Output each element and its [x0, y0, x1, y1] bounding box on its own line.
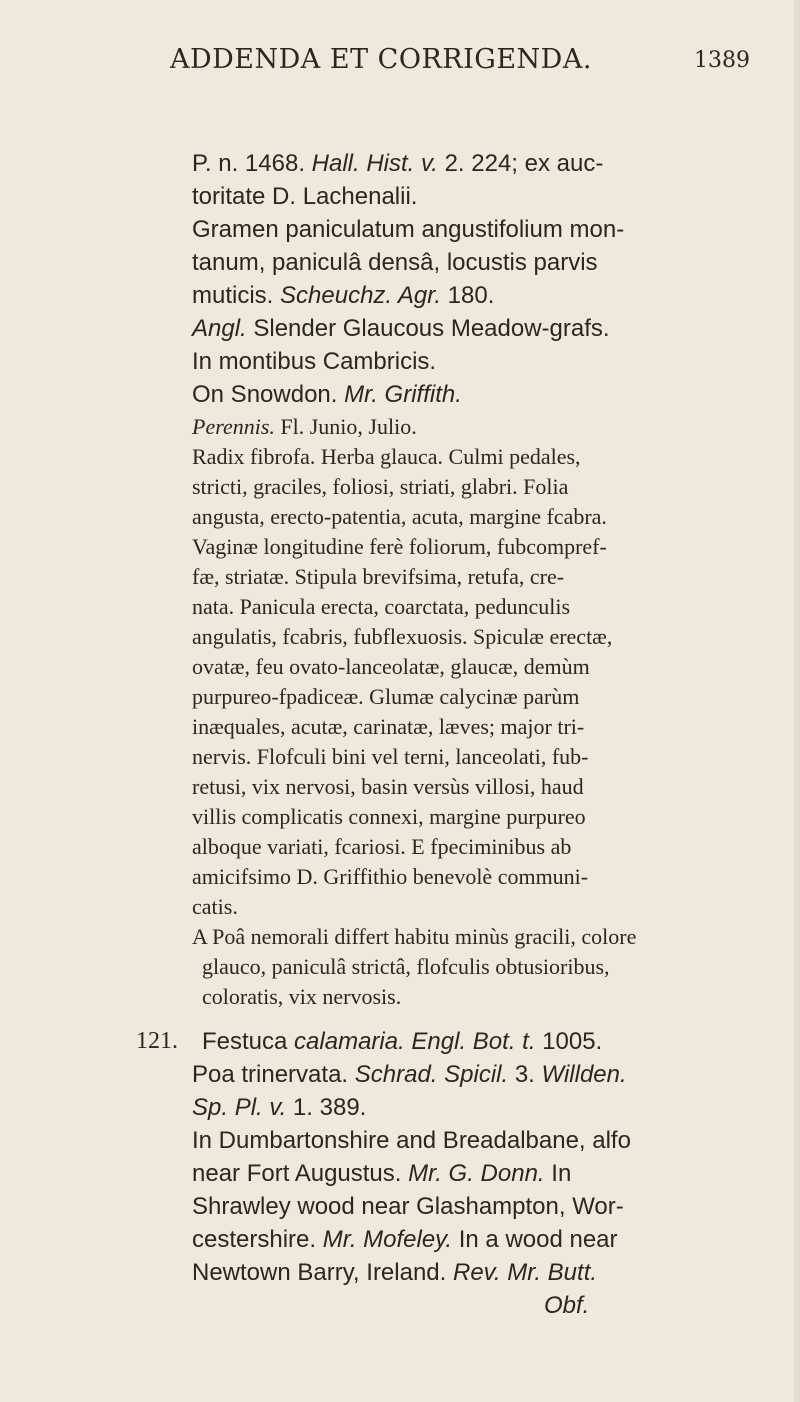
text-line — [192, 381, 462, 409]
text-line — [192, 504, 607, 530]
text-segment: Shrawley wood near Glashampton, Wor- — [192, 1193, 624, 1220]
text-segment: 3. — [508, 1061, 542, 1088]
text-segment: inæquales, acutæ, carinatæ, læves; major tri- — [192, 714, 585, 739]
text-line — [192, 834, 571, 860]
text-segment: Schrad. Spicil. — [354, 1061, 509, 1088]
text-segment: In — [544, 1160, 572, 1187]
text-line — [192, 654, 590, 680]
text-segment: purpureo-fpadiceæ. Glumæ calycinæ parùm — [192, 684, 580, 709]
text-segment: Willden. — [541, 1061, 627, 1088]
text-segment: Obf. — [544, 1292, 590, 1319]
text-line — [192, 183, 417, 211]
text-line — [192, 624, 612, 650]
text-segment: 1. 389. — [286, 1094, 367, 1121]
text-segment: retusi, vix nervosi, basin versùs villosi, haud — [192, 774, 584, 799]
text-segment: 1005. — [535, 1028, 603, 1055]
text-line — [202, 1028, 602, 1056]
text-line — [192, 1094, 366, 1122]
text-segment: angulatis, fcabris, fubflexuosis. Spiculæ erectæ, — [192, 624, 613, 649]
text-segment: Perennis. — [192, 414, 275, 439]
text-segment: Vaginæ longitudine ferè foliorum, fubcompref- — [192, 534, 607, 559]
text-segment: Slender Glaucous Meadow-grafs. — [246, 315, 610, 342]
text-segment: Mr. Griffith. — [344, 381, 462, 408]
page-number: 1389 — [694, 48, 750, 73]
text-segment: Radix fibrofa. Herba glauca. Culmi pedales, — [192, 444, 581, 469]
text-segment: calamaria. Engl. Bot. t. — [294, 1028, 536, 1055]
text-line — [192, 864, 588, 890]
text-segment: angusta, erecto-patentia, acuta, margine fcabra. — [192, 504, 607, 529]
text-line — [192, 315, 610, 343]
text-line — [192, 534, 607, 560]
text-segment: In Dumbartonshire and Breadalbane, alfo — [192, 1127, 631, 1154]
text-line — [192, 348, 436, 376]
text-line — [192, 249, 598, 277]
text-segment: Sp. Pl. v. — [192, 1094, 287, 1121]
text-line — [192, 1226, 618, 1254]
text-line — [192, 1193, 624, 1221]
text-segment: tanum, paniculâ densâ, locustis parvis — [192, 249, 598, 276]
text-segment: alboque variati, fcariosi. E fpeciminibus ab — [192, 834, 572, 859]
page-header — [170, 44, 750, 75]
text-line — [202, 984, 401, 1010]
text-line — [192, 414, 417, 440]
text-line — [192, 924, 636, 950]
page-edge — [794, 0, 800, 1402]
text-segment: muticis. — [192, 282, 281, 309]
text-segment: Hall. Hist. v. — [311, 150, 438, 177]
text-line — [192, 744, 589, 770]
text-segment: Gramen paniculatum angustifolium mon- — [192, 216, 625, 243]
text-line — [192, 474, 568, 500]
text-segment: Festuca — [202, 1028, 295, 1055]
text-segment: Newtown Barry, Ireland. — [192, 1259, 453, 1286]
text-segment: Mr. Mofeley. — [322, 1226, 453, 1253]
text-segment: nervis. Flofculi bini vel terni, lanceolati, fub- — [192, 744, 589, 769]
text-line — [192, 804, 586, 830]
text-segment: On Snowdon. — [192, 381, 345, 408]
text-line — [192, 564, 564, 590]
text-line — [192, 684, 579, 710]
text-segment: stricti, graciles, foliosi, striati, glabri. Folia — [192, 474, 569, 499]
text-segment: P. n. 1468. — [192, 150, 312, 177]
text-line — [192, 1061, 627, 1089]
text-line — [192, 774, 584, 800]
text-segment: A Poâ nemorali differt habitu minùs gracili, colore — [192, 924, 637, 949]
text-segment: toritate D. Lachenalii. — [192, 183, 418, 210]
text-line — [202, 954, 610, 980]
text-line — [192, 714, 584, 740]
text-segment: amicifsimo D. Griffithio benevolè communi- — [192, 864, 589, 889]
text-segment: ovatæ, feu ovato-lanceolatæ, glaucæ, demùm — [192, 654, 590, 679]
text-line — [192, 894, 238, 920]
text-line — [192, 1259, 597, 1287]
text-line — [192, 1127, 631, 1155]
text-segment: 2. 224; ex auc- — [437, 150, 604, 177]
text-segment: In montibus Cambricis. — [192, 348, 437, 375]
text-segment: Angl. — [192, 315, 247, 342]
text-segment: 180. — [440, 282, 495, 309]
text-segment: nata. Panicula erecta, coarctata, pedunculis — [192, 594, 571, 619]
text-segment: villis complicatis connexi, margine purpureo — [192, 804, 586, 829]
text-line — [192, 1160, 571, 1188]
text-line — [192, 594, 570, 620]
text-segment: near Fort Augustus. — [192, 1160, 409, 1187]
text-line — [192, 282, 494, 310]
text-segment: In a wood near — [452, 1226, 618, 1253]
text-line — [192, 216, 624, 244]
entry-number: 121. — [136, 1028, 178, 1054]
text-segment: Scheuchz. Agr. — [280, 282, 441, 309]
text-segment: Mr. G. Donn. — [408, 1160, 545, 1187]
text-line — [544, 1292, 589, 1320]
text-segment: Fl. Junio, Julio. — [274, 414, 417, 439]
text-segment: catis. — [192, 894, 238, 919]
text-segment: Rev. Mr. Butt. — [453, 1259, 598, 1286]
text-segment: Poa trinervata. — [192, 1061, 355, 1088]
text-segment: coloratis, vix nervosis. — [202, 984, 402, 1009]
text-line — [192, 150, 603, 178]
text-line — [192, 444, 581, 470]
text-segment: fæ, striatæ. Stipula brevifsima, retufa, cre- — [192, 564, 565, 589]
running-head: ADDENDA ET CORRIGENDA. — [170, 44, 592, 75]
text-segment: cestershire. — [192, 1226, 323, 1253]
text-segment: glauco, paniculâ strictâ, flofculis obtusioribus, — [202, 954, 610, 979]
